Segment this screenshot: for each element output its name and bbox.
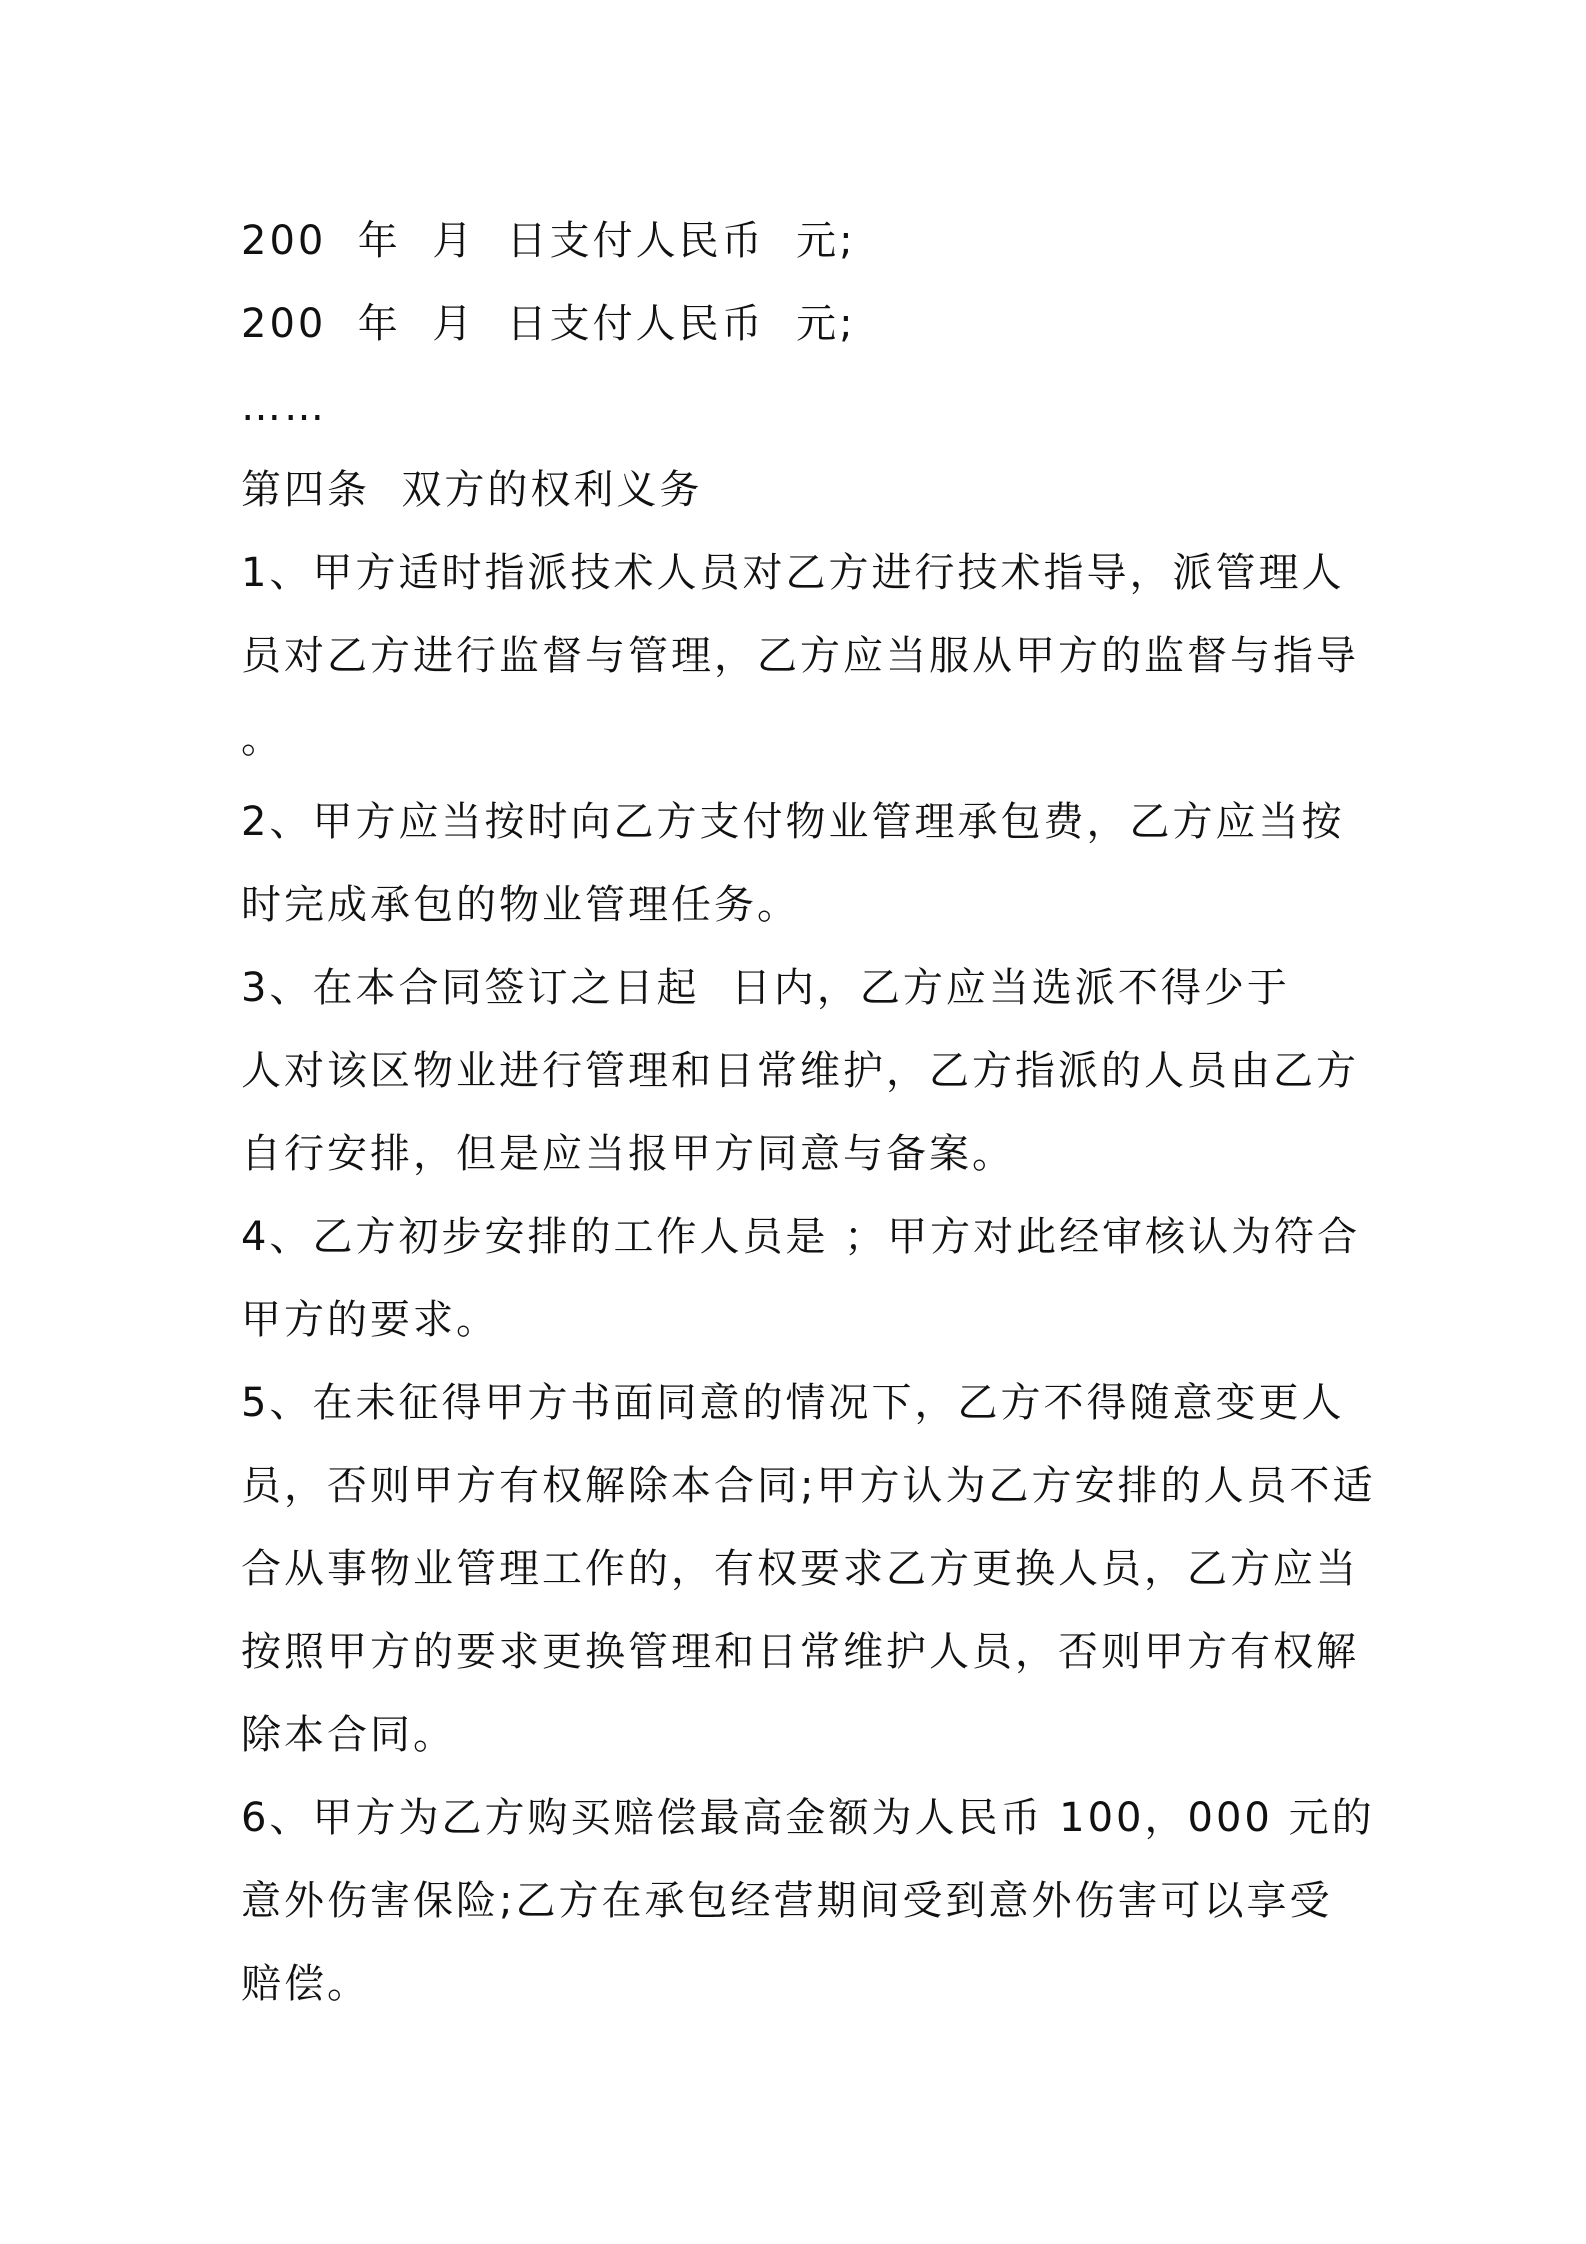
clause-1 bbox=[241, 532, 1357, 781]
text-line: 赔偿。 bbox=[241, 1961, 370, 2007]
text-line: 按照甲方的要求更换管理和日常维护人员，否则甲方有权解 bbox=[241, 1629, 1359, 1675]
text-line: 2、甲方应当按时向乙方支付物业管理承包费，乙方应当按 bbox=[241, 799, 1345, 845]
clause-6 bbox=[241, 1777, 1375, 2026]
text-line: 4、乙方初步安排的工作人员是 ；甲方对此经审核认为符合 bbox=[241, 1214, 1361, 1260]
document-body bbox=[241, 200, 1376, 2026]
clause-4 bbox=[241, 1196, 1361, 1362]
text-line: 自行安排，但是应当报甲方同意与备案。 bbox=[241, 1131, 1015, 1177]
text-line: 员，否则甲方有权解除本合同;甲方认为乙方安排的人员不适 bbox=[241, 1463, 1376, 1509]
text-line: 5、在未征得甲方书面同意的情况下，乙方不得随意变更人 bbox=[241, 1380, 1345, 1426]
clause-3 bbox=[241, 947, 1357, 1196]
payment-line-1: 200 年 月 日支付人民币 元; bbox=[241, 218, 856, 264]
clause-2 bbox=[241, 781, 1357, 947]
text-line: 甲方的要求。 bbox=[241, 1297, 499, 1343]
text-line: 3、在本合同签订之日起 日内，乙方应当选派不得少于 bbox=[241, 965, 1290, 1011]
text-line: 意外伤害保险;乙方在承包经营期间受到意外伤害可以享受 bbox=[241, 1878, 1333, 1924]
text-line: 。 bbox=[241, 716, 284, 762]
text-line: 6、甲方为乙方购买赔偿最高金额为人民币 100，000 元的 bbox=[241, 1795, 1375, 1841]
clause-5 bbox=[241, 1362, 1376, 1777]
section-heading: 第四条 双方的权利义务 bbox=[241, 467, 703, 513]
ellipsis-line: …… bbox=[241, 384, 327, 430]
text-line: 1、甲方适时指派技术人员对乙方进行技术指导，派管理人 bbox=[241, 550, 1345, 596]
payment-line-2: 200 年 月 日支付人民币 元; bbox=[241, 301, 856, 347]
text-line: 时完成承包的物业管理任务。 bbox=[241, 882, 800, 928]
text-line: 合从事物业管理工作的，有权要求乙方更换人员，乙方应当 bbox=[241, 1546, 1359, 1592]
text-line: 人对该区物业进行管理和日常维护，乙方指派的人员由乙方 bbox=[241, 1048, 1359, 1094]
text-line: 员对乙方进行监督与管理，乙方应当服从甲方的监督与指导 bbox=[241, 633, 1359, 679]
text-line: 除本合同。 bbox=[241, 1712, 456, 1758]
